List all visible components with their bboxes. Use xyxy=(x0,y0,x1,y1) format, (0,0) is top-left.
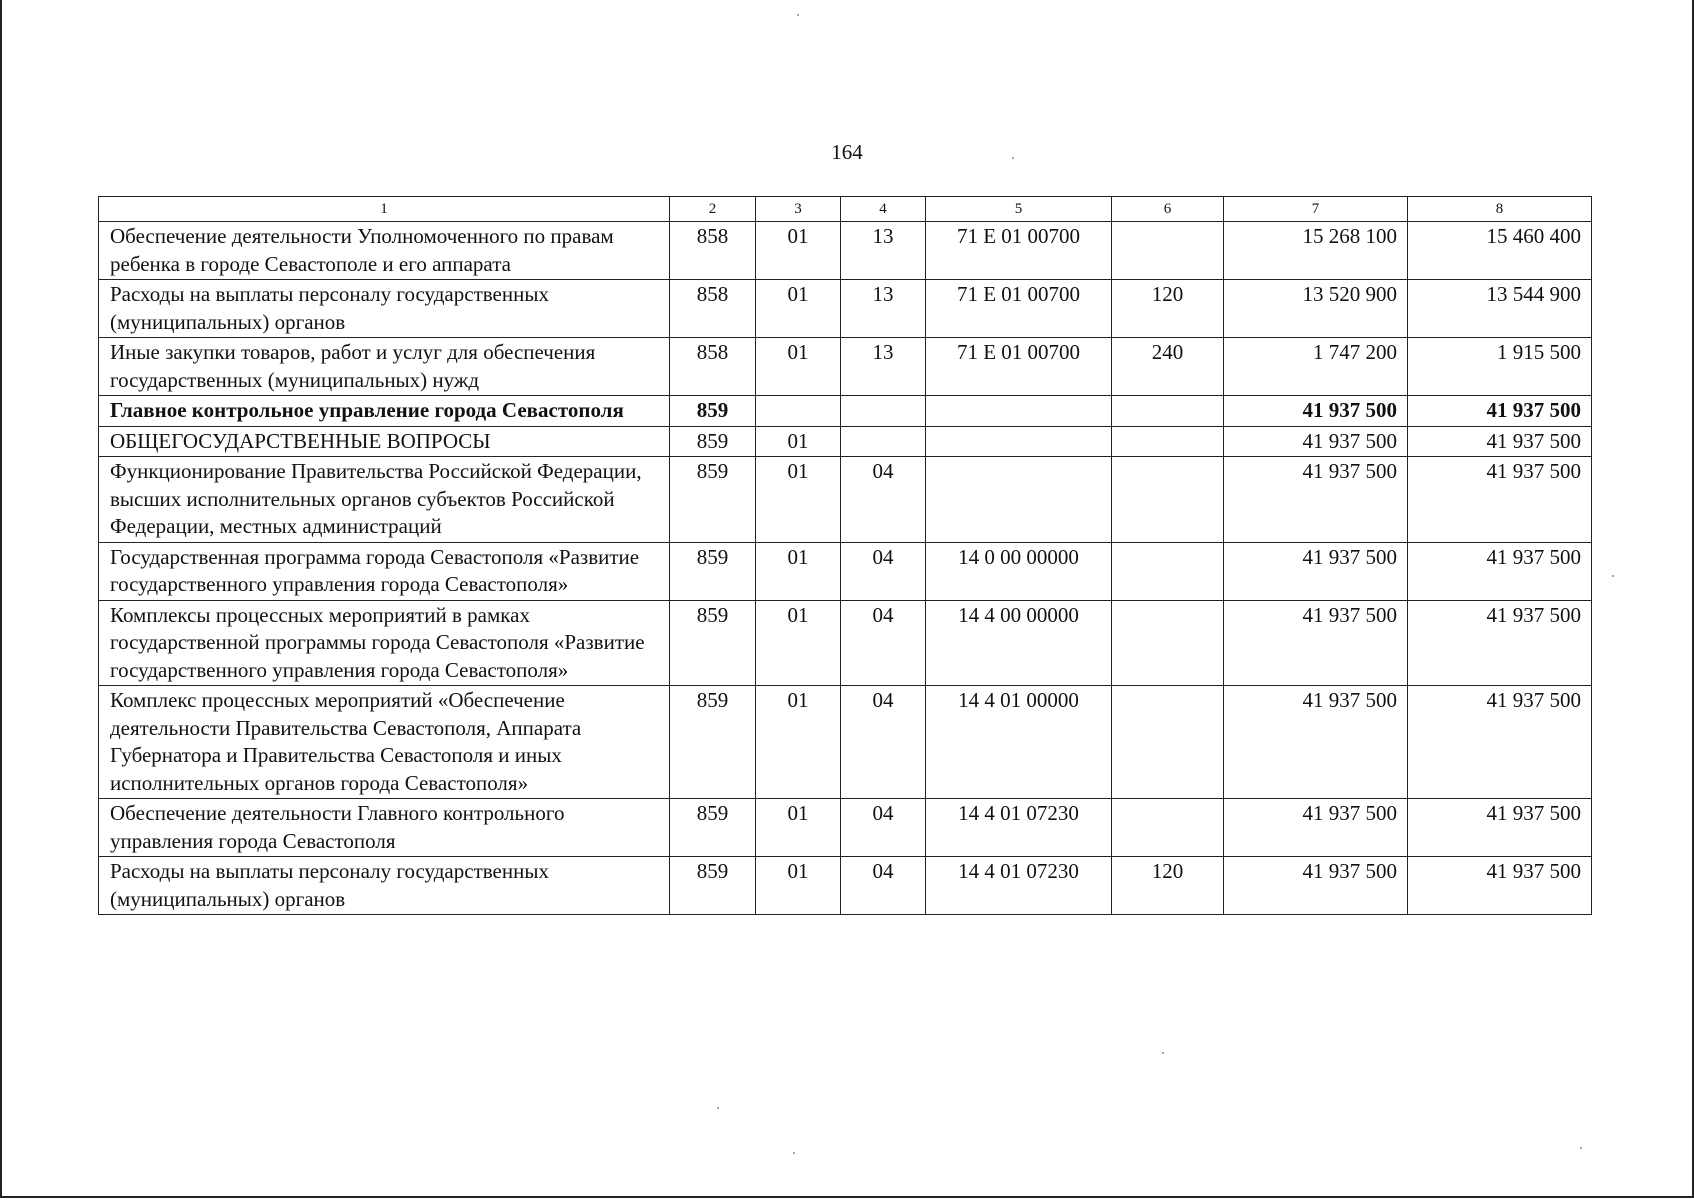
table-row xyxy=(99,857,1592,915)
scan-speck xyxy=(793,1152,795,1154)
table-cell-col-3: 01 xyxy=(756,686,841,799)
table-cell-col-1: ОБЩЕГОСУДАРСТВЕННЫЕ ВОПРОСЫ xyxy=(99,426,670,457)
table-cell-col-5: 71 Е 01 00700 xyxy=(926,338,1112,396)
table-cell-col-8: 41 937 500 xyxy=(1408,686,1592,799)
table-cell-col-3: 01 xyxy=(756,799,841,857)
table-row xyxy=(99,600,1592,686)
table-cell-col-4: 13 xyxy=(841,222,926,280)
scan-speck xyxy=(1612,575,1614,577)
table-cell-col-7: 41 937 500 xyxy=(1224,396,1408,427)
table-cell-col-8: 41 937 500 xyxy=(1408,542,1592,600)
table-cell-col-7: 13 520 900 xyxy=(1224,280,1408,338)
table-cell-col-7: 41 937 500 xyxy=(1224,857,1408,915)
table-cell-col-8: 41 937 500 xyxy=(1408,396,1592,427)
table-cell-col-6 xyxy=(1112,426,1224,457)
table-cell-col-1: Комплекс процессных мероприятий «Обеспечение деятельности Правительства Севастополя, Аппарата Губернатора и Правительства Севастополя и иных исполнительных органов города Севастополя» xyxy=(99,686,670,799)
table-cell-col-4: 04 xyxy=(841,457,926,543)
table-cell-col-2: 859 xyxy=(670,600,756,686)
table-cell-col-6: 120 xyxy=(1112,857,1224,915)
table-cell-col-7: 41 937 500 xyxy=(1224,686,1408,799)
table-cell-col-6 xyxy=(1112,457,1224,543)
table-cell-col-6 xyxy=(1112,396,1224,427)
table-cell-col-1: Обеспечение деятельности Главного контрольного управления города Севастополя xyxy=(99,799,670,857)
table-row xyxy=(99,338,1592,396)
table-cell-col-3: 01 xyxy=(756,338,841,396)
table-cell-col-2: 859 xyxy=(670,426,756,457)
table-cell-col-5: 71 Е 01 00700 xyxy=(926,222,1112,280)
table-cell-col-1: Государственная программа города Севастополя «Развитие государственного управления города Севастополя» xyxy=(99,542,670,600)
table-cell-col-4: 04 xyxy=(841,857,926,915)
page-number: 164 xyxy=(831,140,863,164)
table-cell-col-3: 01 xyxy=(756,857,841,915)
table-cell-col-6: 240 xyxy=(1112,338,1224,396)
table-cell-col-5 xyxy=(926,396,1112,427)
header-col-1: 1 xyxy=(99,197,670,222)
header-col-2: 2 xyxy=(670,197,756,222)
table-cell-col-7: 1 747 200 xyxy=(1224,338,1408,396)
table-row xyxy=(99,222,1592,280)
table-cell-col-7: 41 937 500 xyxy=(1224,426,1408,457)
table-cell-col-6: 120 xyxy=(1112,280,1224,338)
table-cell-col-8: 41 937 500 xyxy=(1408,457,1592,543)
table-cell-col-5: 14 4 01 07230 xyxy=(926,857,1112,915)
table-cell-col-3: 01 xyxy=(756,457,841,543)
table-cell-col-6 xyxy=(1112,222,1224,280)
table-row xyxy=(99,457,1592,543)
scan-speck xyxy=(1162,1052,1164,1054)
header-col-3: 3 xyxy=(756,197,841,222)
table-row xyxy=(99,542,1592,600)
header-col-6: 6 xyxy=(1112,197,1224,222)
table-cell-col-2: 859 xyxy=(670,396,756,427)
header-col-5: 5 xyxy=(926,197,1112,222)
table-cell-col-6 xyxy=(1112,686,1224,799)
table-cell-col-1: Иные закупки товаров, работ и услуг для обеспечения государственных (муниципальных) нужд xyxy=(99,338,670,396)
scan-speck xyxy=(797,14,799,16)
table-cell-col-1: Главное контрольное управление города Севастополя xyxy=(99,396,670,427)
table-cell-col-1: Обеспечение деятельности Уполномоченного по правам ребенка в городе Севастополе и его аппарата xyxy=(99,222,670,280)
table-cell-col-1: Расходы на выплаты персоналу государственных (муниципальных) органов xyxy=(99,857,670,915)
table-cell-col-2: 859 xyxy=(670,799,756,857)
table-cell-col-4: 13 xyxy=(841,280,926,338)
table-cell-col-1: Функционирование Правительства Российской Федерации, высших исполнительных органов субъектов Российской Федерации, местных администраций xyxy=(99,457,670,543)
table-cell-col-2: 858 xyxy=(670,222,756,280)
table-cell-col-2: 859 xyxy=(670,857,756,915)
table-cell-col-8: 41 937 500 xyxy=(1408,426,1592,457)
table-cell-col-3: 01 xyxy=(756,542,841,600)
table-row xyxy=(99,686,1592,799)
table-cell-col-7: 41 937 500 xyxy=(1224,457,1408,543)
table-cell-col-8: 41 937 500 xyxy=(1408,857,1592,915)
table-cell-col-3 xyxy=(756,396,841,427)
table-cell-col-5 xyxy=(926,426,1112,457)
table-row xyxy=(99,799,1592,857)
table-cell-col-5: 71 Е 01 00700 xyxy=(926,280,1112,338)
table-row xyxy=(99,396,1592,427)
table-cell-col-5: 14 4 01 00000 xyxy=(926,686,1112,799)
table-cell-col-1: Комплексы процессных мероприятий в рамках государственной программы города Севастополя «Развитие государственного управления города Севастополя» xyxy=(99,600,670,686)
table-cell-col-7: 41 937 500 xyxy=(1224,542,1408,600)
table-cell-col-2: 859 xyxy=(670,457,756,543)
table-row xyxy=(99,280,1592,338)
table-cell-col-8: 41 937 500 xyxy=(1408,600,1592,686)
table-cell-col-2: 859 xyxy=(670,542,756,600)
table-cell-col-4: 04 xyxy=(841,600,926,686)
table-cell-col-2: 859 xyxy=(670,686,756,799)
table-cell-col-4: 04 xyxy=(841,542,926,600)
scan-speck xyxy=(717,1107,719,1109)
header-col-4: 4 xyxy=(841,197,926,222)
table-cell-col-2: 858 xyxy=(670,338,756,396)
table-cell-col-1: Расходы на выплаты персоналу государственных (муниципальных) органов xyxy=(99,280,670,338)
table-cell-col-3: 01 xyxy=(756,426,841,457)
table-cell-col-3: 01 xyxy=(756,222,841,280)
table-cell-col-7: 15 268 100 xyxy=(1224,222,1408,280)
table-cell-col-8: 41 937 500 xyxy=(1408,799,1592,857)
table-cell-col-3: 01 xyxy=(756,600,841,686)
scan-speck xyxy=(1012,157,1014,159)
table-row xyxy=(99,426,1592,457)
table-cell-col-5: 14 4 01 07230 xyxy=(926,799,1112,857)
table-cell-col-6 xyxy=(1112,799,1224,857)
table-cell-col-8: 1 915 500 xyxy=(1408,338,1592,396)
table-cell-col-5: 14 4 00 00000 xyxy=(926,600,1112,686)
table-cell-col-8: 15 460 400 xyxy=(1408,222,1592,280)
table-cell-col-6 xyxy=(1112,542,1224,600)
table-cell-col-3: 01 xyxy=(756,280,841,338)
header-col-8: 8 xyxy=(1408,197,1592,222)
budget-table xyxy=(98,196,1592,915)
table-cell-col-5 xyxy=(926,457,1112,543)
table-cell-col-5: 14 0 00 00000 xyxy=(926,542,1112,600)
table-cell-col-8: 13 544 900 xyxy=(1408,280,1592,338)
table-cell-col-6 xyxy=(1112,600,1224,686)
table-cell-col-4 xyxy=(841,396,926,427)
table-body xyxy=(99,222,1592,915)
header-col-7: 7 xyxy=(1224,197,1408,222)
table-cell-col-4: 04 xyxy=(841,799,926,857)
table-cell-col-4: 13 xyxy=(841,338,926,396)
table-header-row xyxy=(99,197,1592,222)
table-cell-col-4 xyxy=(841,426,926,457)
table-cell-col-7: 41 937 500 xyxy=(1224,799,1408,857)
table-cell-col-2: 858 xyxy=(670,280,756,338)
scan-speck xyxy=(1580,1147,1582,1149)
table-cell-col-7: 41 937 500 xyxy=(1224,600,1408,686)
table-cell-col-4: 04 xyxy=(841,686,926,799)
